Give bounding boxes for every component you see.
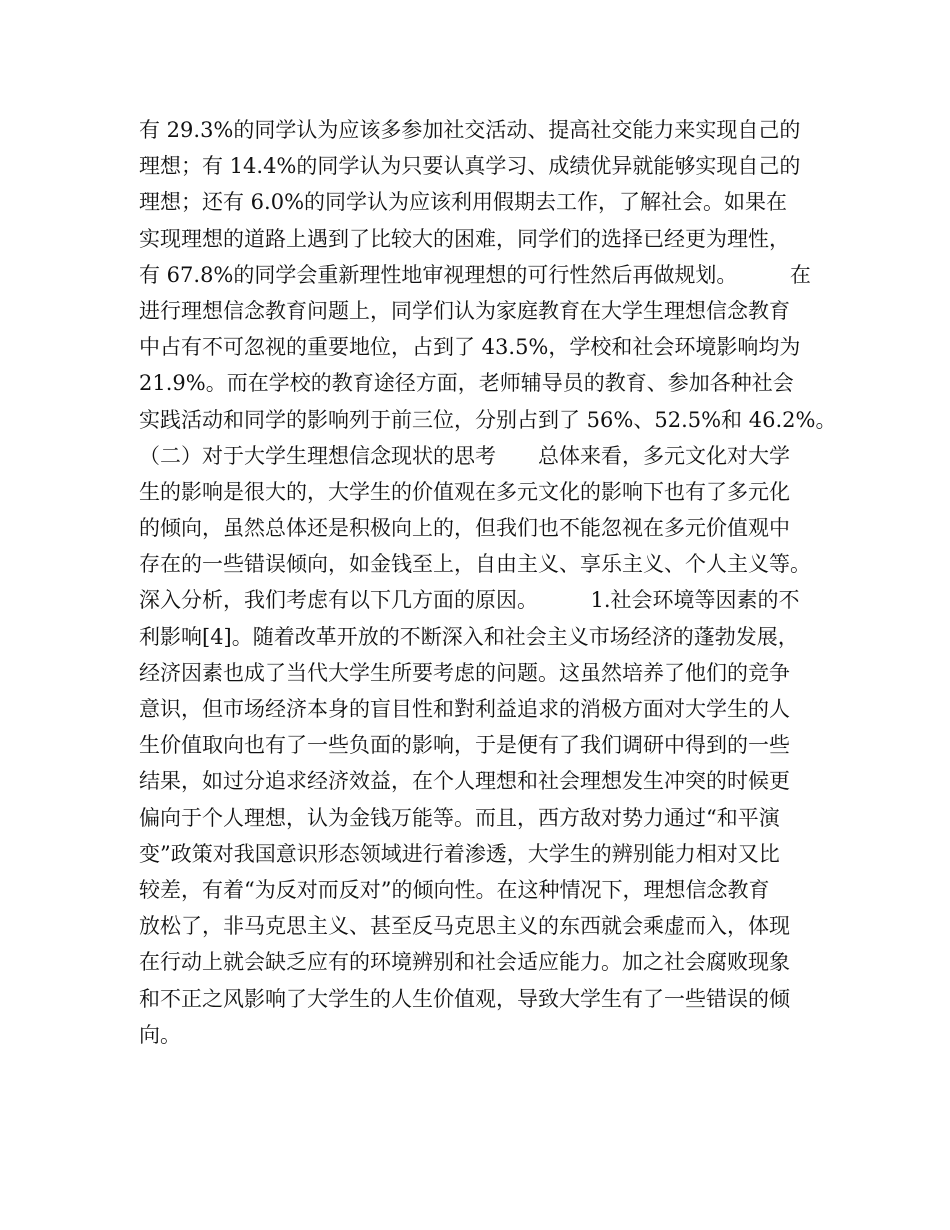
text-line: 进行理想信念教育问题上，同学们认为家庭教育在大学生理想信念教育 — [139, 298, 790, 323]
text-line: （二）对于大学生理想信念现状的思考 总体来看，多元文化对大学 — [139, 443, 790, 468]
text-line: 深入分析，我们考虑有以下几方面的原因。 1.社会环境等因素的不 — [139, 588, 800, 613]
text-line: 意识，但市场经济本身的盲目性和對利益追求的消极方面对大学生的人 — [139, 697, 790, 721]
text-line: 在行动上就会缺乏应有的环境辨别和社会适应能力。加之社会腐败现象 — [139, 950, 790, 975]
text-line: 有 67.8%的同学会重新理性地审视理想的可行性然后再做规划。 在 — [139, 262, 811, 287]
text-line: 21.9%。而在学校的教育途径方面，老师辅导员的教育、参加各种社会 — [139, 371, 794, 396]
text-line: 中占有不可忽视的重要地位，占到了 43.5%，学校和社会环境影响均为 — [139, 335, 801, 360]
text-line: 理想；有 14.4%的同学认为只要认真学习、成绩优异就能够实现自己的 — [139, 154, 801, 179]
text-line: 偏向于个人理想，认为金钱万能等。而且，西方敌对势力通过“和平演 — [139, 805, 780, 830]
text-line: 实现理想的道路上遇到了比较大的困难，同学们的选择已经更为理性， — [139, 226, 790, 251]
text-line: 理想；还有 6.0%的同学认为应该利用假期去工作，了解社会。如果在 — [139, 190, 788, 215]
text-line: 和不正之风影响了大学生的人生价值观，导致大学生有了一些错误的倾 — [139, 986, 790, 1011]
text-line: 放松了，非马克思主义、甚至反马克思主义的东西就会乘虚而入，体现 — [139, 914, 790, 939]
text-line: 生的影响是很大的，大学生的价值观在多元文化的影响下也有了多元化 — [139, 479, 790, 504]
text-line: 较差，有着“为反对而反对”的倾向性。在这种情况下，理想信念教育 — [139, 877, 770, 902]
text-line: 变”政策对我国意识形态领域进行着渗透，大学生的辨别能力相对又比 — [139, 841, 780, 866]
text-line: 利影响[4]。随着改革开放的不断深入和社会主义市场经济的蓬勃发展， — [139, 624, 799, 649]
text-line: 有 29.3%的同学认为应该多参加社交活动、提高社交能力来实现自己的 — [139, 118, 801, 142]
text-line: 实践活动和同学的影响列于前三位，分别占到了 56%、52.5%和 46.2%。 — [139, 407, 837, 432]
text-line: 经济因素也成了当代大学生所要考虑的问题。这虽然培养了他们的竞争 — [139, 660, 790, 685]
body-text — [139, 112, 837, 1053]
text-line: 的倾向，虽然总体还是积极向上的，但我们也不能忽视在多元价值观中 — [139, 516, 790, 541]
text-line: 向。 — [139, 1022, 181, 1047]
text-line: 生价值取向也有了一些负面的影响，于是便有了我们调研中得到的一些 — [139, 733, 790, 758]
text-line: 存在的一些错误倾向，如金钱至上，自由主义、享乐主义、个人主义等。 — [139, 552, 811, 577]
text-line: 结果，如过分追求经济效益，在个人理想和社会理想发生冲突的时候更 — [139, 769, 790, 794]
